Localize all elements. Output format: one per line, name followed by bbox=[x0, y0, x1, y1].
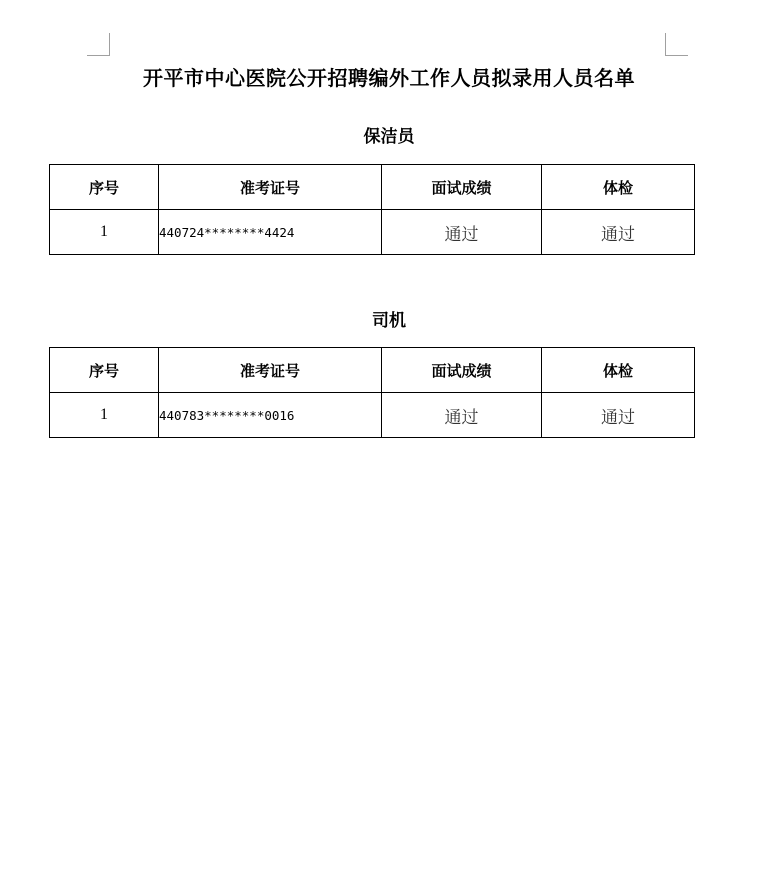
cell-number: 1 bbox=[50, 210, 159, 255]
column-header-medical: 体检 bbox=[542, 348, 695, 393]
section-title-cleaner: 保洁员 bbox=[363, 127, 415, 147]
column-header-exam-id: 准考证号 bbox=[159, 348, 382, 393]
page-corner-mark-top-right bbox=[665, 33, 688, 56]
cell-exam-id: 440724********4424 bbox=[159, 210, 382, 255]
table-header-row bbox=[50, 348, 695, 393]
cell-interview-result: 通过 bbox=[382, 393, 542, 438]
document-title: 开平市中心医院公开招聘编外工作人员拟录用人员名单 bbox=[143, 66, 635, 90]
column-header-number: 序号 bbox=[50, 348, 159, 393]
column-header-exam-id: 准考证号 bbox=[159, 165, 382, 210]
cleaner-table bbox=[49, 164, 695, 255]
table-row bbox=[50, 210, 695, 255]
cell-exam-id: 440783********0016 bbox=[159, 393, 382, 438]
cell-number: 1 bbox=[50, 393, 159, 438]
column-header-medical: 体检 bbox=[542, 165, 695, 210]
column-header-interview: 面试成绩 bbox=[382, 348, 542, 393]
page-corner-mark-top-left bbox=[87, 33, 110, 56]
table-header-row bbox=[50, 165, 695, 210]
cell-interview-result: 通过 bbox=[382, 210, 542, 255]
cell-medical-result: 通过 bbox=[542, 210, 695, 255]
driver-table bbox=[49, 347, 695, 438]
column-header-interview: 面试成绩 bbox=[382, 165, 542, 210]
table-row bbox=[50, 393, 695, 438]
column-header-number: 序号 bbox=[50, 165, 159, 210]
cell-medical-result: 通过 bbox=[542, 393, 695, 438]
section-title-driver: 司机 bbox=[372, 311, 406, 331]
